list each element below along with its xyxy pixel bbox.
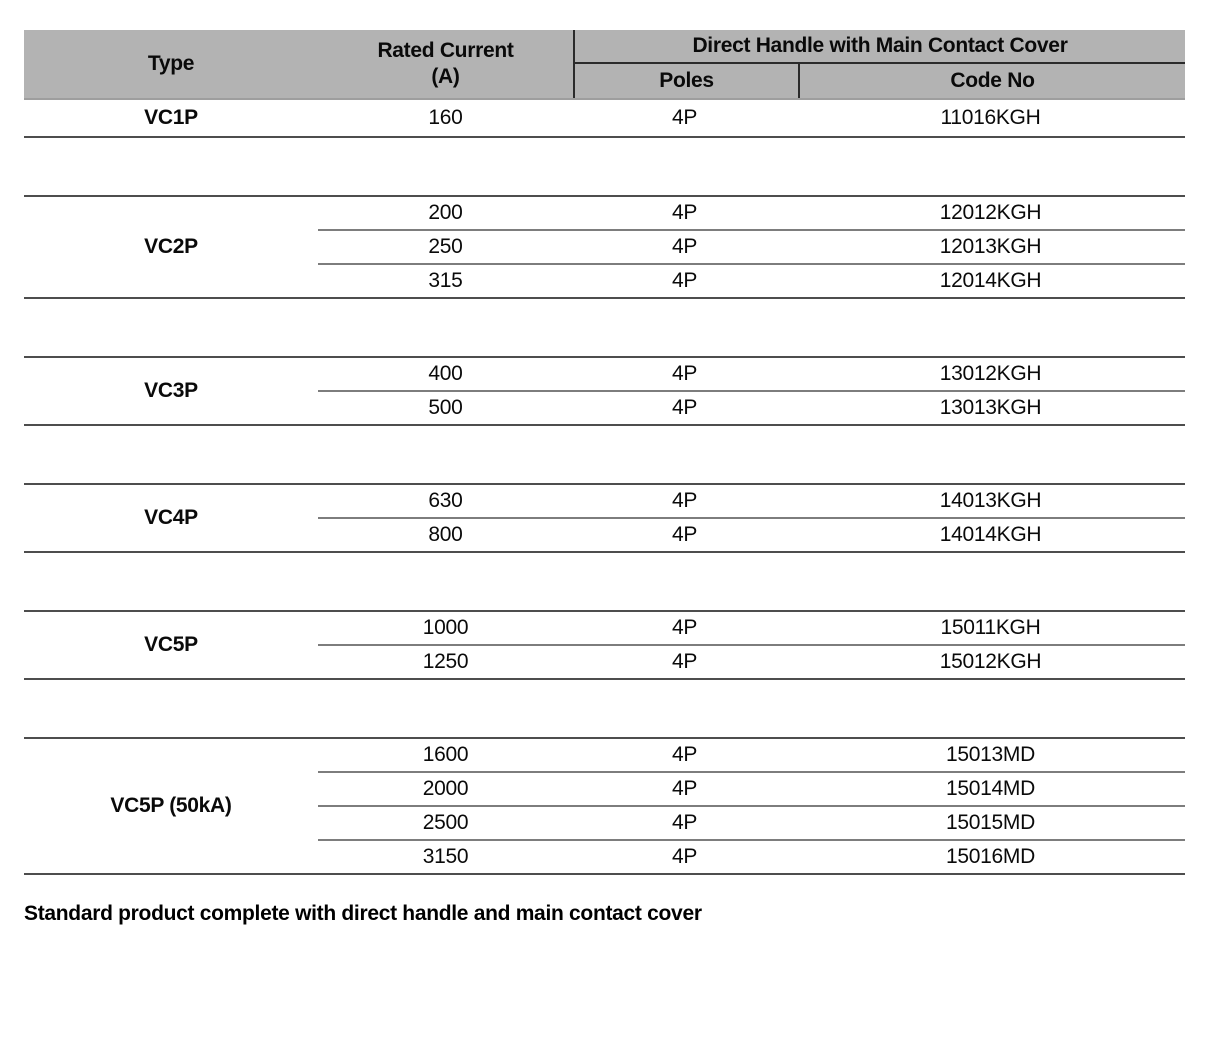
section-rows bbox=[318, 739, 1185, 873]
cell-code-no: 13012KGH bbox=[939, 362, 1042, 385]
header-group-direct-handle bbox=[573, 30, 1185, 98]
table-row bbox=[318, 612, 1185, 644]
header-rated-current-line2: (A) bbox=[431, 65, 460, 88]
section-spacer bbox=[24, 680, 1185, 737]
type-label: VC5P (50kA) bbox=[110, 794, 232, 817]
cell-rated-current: 2500 bbox=[422, 811, 469, 834]
cell-rated-current: 200 bbox=[428, 201, 463, 224]
header-rated-current-line1: Rated Current bbox=[377, 38, 514, 62]
cell-poles: 4P bbox=[671, 235, 698, 258]
cell-rated-current: 630 bbox=[428, 489, 463, 512]
section-spacer bbox=[24, 553, 1185, 610]
cell-code-no: 12014KGH bbox=[939, 269, 1042, 292]
table-section-vc2p bbox=[24, 195, 1185, 299]
cell-rated-current: 2000 bbox=[422, 777, 469, 800]
cell-code-no: 15013MD bbox=[946, 743, 1035, 766]
header-group-label: Direct Handle with Main Contact Cover bbox=[575, 30, 1185, 64]
cell-code-no: 15014MD bbox=[946, 777, 1035, 800]
table-row bbox=[318, 839, 1185, 873]
table-section-vc5p bbox=[24, 610, 1185, 680]
cell-poles: 4P bbox=[671, 743, 698, 766]
cell-rated-current: 315 bbox=[428, 269, 463, 292]
header-cell-code-no: Code No bbox=[798, 64, 1185, 98]
cell-poles: 4P bbox=[671, 811, 698, 834]
header-subrow bbox=[575, 64, 1185, 98]
table-row bbox=[318, 263, 1185, 297]
table-row bbox=[318, 517, 1185, 551]
cell-code-no: 14014KGH bbox=[939, 523, 1042, 546]
table-row bbox=[318, 358, 1185, 390]
cell-rated-current: 1600 bbox=[422, 743, 469, 766]
product-table bbox=[24, 30, 1185, 926]
table-row bbox=[318, 805, 1185, 839]
cell-poles: 4P bbox=[671, 396, 698, 419]
table-row bbox=[318, 644, 1185, 678]
cell-code-no: 15016MD bbox=[946, 845, 1035, 868]
section-rows bbox=[318, 197, 1185, 297]
type-label: VC2P bbox=[144, 235, 198, 258]
cell-poles: 4P bbox=[671, 362, 698, 385]
cell-poles: 4P bbox=[671, 489, 698, 512]
cell-code-no: 14013KGH bbox=[939, 489, 1042, 512]
header-cell-type: Type bbox=[147, 52, 195, 75]
type-label: VC5P bbox=[144, 633, 198, 656]
cell-rated-current: 3150 bbox=[422, 845, 469, 868]
table-section-vc3p bbox=[24, 356, 1185, 426]
cell-poles: 4P bbox=[671, 523, 698, 546]
table-section-vc4p bbox=[24, 483, 1185, 553]
cell-poles: 4P bbox=[671, 777, 698, 800]
cell-code-no: 13013KGH bbox=[939, 396, 1042, 419]
table-row bbox=[318, 485, 1185, 517]
cell-rated-current: 1000 bbox=[422, 616, 469, 639]
table-row bbox=[318, 229, 1185, 263]
section-spacer bbox=[24, 426, 1185, 483]
header-cell-poles: Poles bbox=[659, 69, 714, 92]
section-rows bbox=[318, 358, 1185, 424]
table-header bbox=[24, 30, 1185, 100]
cell-rated-current: 250 bbox=[428, 235, 463, 258]
cell-poles: 4P bbox=[671, 650, 698, 673]
table-row bbox=[318, 197, 1185, 229]
table-section-vc1p bbox=[24, 100, 1185, 138]
cell-rated-current: 800 bbox=[428, 523, 463, 546]
type-label: VC4P bbox=[144, 506, 198, 529]
cell-code-no: 15015MD bbox=[946, 811, 1035, 834]
cell-rated-current: 500 bbox=[428, 396, 463, 419]
cell-rated-current: 400 bbox=[428, 362, 463, 385]
cell-rated-current: 160 bbox=[428, 106, 463, 129]
section-spacer bbox=[24, 138, 1185, 195]
cell-rated-current: 1250 bbox=[422, 650, 469, 673]
cell-code-no: 15012KGH bbox=[939, 650, 1042, 673]
cell-poles: 4P bbox=[671, 201, 698, 224]
section-spacer bbox=[24, 299, 1185, 356]
footer-note: Standard product complete with direct handle and main contact cover bbox=[24, 902, 702, 925]
cell-poles: 4P bbox=[671, 106, 698, 129]
header-cell-rated-current bbox=[318, 30, 573, 98]
section-rows bbox=[318, 485, 1185, 551]
cell-poles: 4P bbox=[671, 845, 698, 868]
cell-code-no: 15011KGH bbox=[940, 616, 1041, 639]
table-section-vc5p-50ka bbox=[24, 737, 1185, 875]
cell-poles: 4P bbox=[671, 269, 698, 292]
cell-poles: 4P bbox=[671, 616, 698, 639]
table-row bbox=[318, 100, 1185, 136]
type-label: VC3P bbox=[144, 379, 198, 402]
cell-code-no: 11016KGH bbox=[940, 106, 1041, 129]
cell-code-no: 12013KGH bbox=[939, 235, 1042, 258]
table-row bbox=[318, 390, 1185, 424]
cell-code-no: 12012KGH bbox=[939, 201, 1042, 224]
table-row bbox=[318, 771, 1185, 805]
section-rows bbox=[318, 100, 1185, 136]
table-row bbox=[318, 739, 1185, 771]
section-rows bbox=[318, 612, 1185, 678]
type-label: VC1P bbox=[144, 106, 198, 129]
